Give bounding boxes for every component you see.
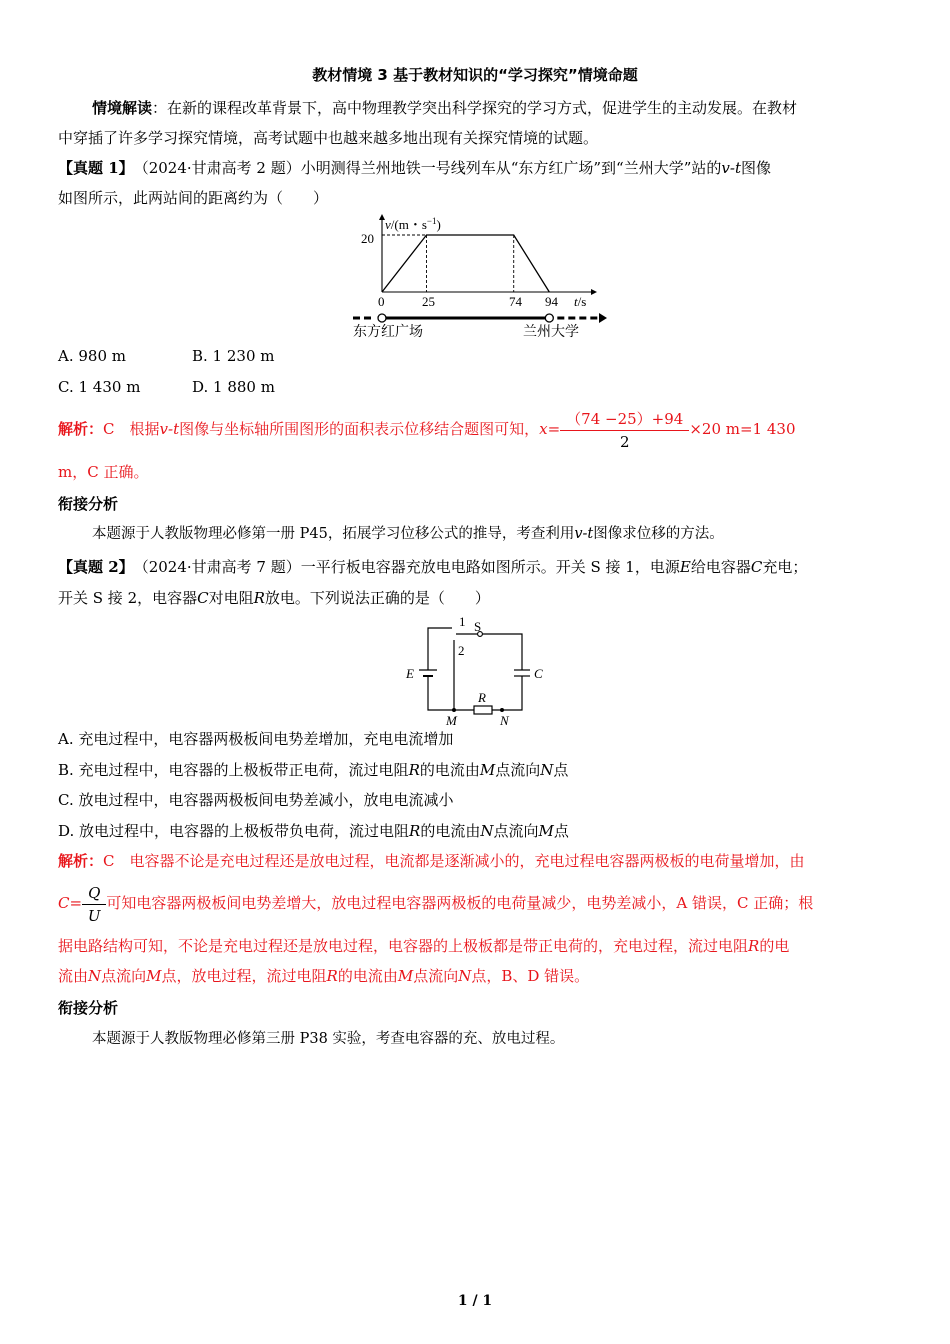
q2-analysis-line-2: C= $\frac{Q}{U}$ 可知电容器两极板间电势差增大，放电过程电容器两极板的电荷量减少，电势差减小，A 错误，C 正确；根 (58, 883, 814, 925)
q2-analysis-line-4: 流由N点流向M点，放电过程，流过电阻R的电流由M点流向N点，B、D 错误。 (58, 967, 590, 985)
track-arrow (599, 313, 607, 323)
q2-link-title: 衔接分析 (58, 999, 119, 1017)
q1-option-b[interactable]: B. 1 230 m (192, 347, 275, 365)
q2-analysis-line-3: 据电路结构可知，不论是充电过程还是放电过程，电容器的上极板都是带正电荷的，充电过程，流过电阻R的电 (58, 937, 790, 955)
q1-stem-line-1: 【真题 1】 （2024·甘肃高考 2 题）小明测得兰州地铁一号线列车从“东方红广场”到“兰州大学”站的v-t图像 (58, 159, 771, 177)
wire-top-right (480, 634, 522, 670)
station-1-label: 东方红广场 (353, 325, 423, 340)
q2-stem-line-2: 开关 S 接 2，电容器C对电阻R放电。下列说法正确的是（ ） (58, 589, 490, 607)
q1-option-c[interactable]: C. 1 430 m (58, 378, 141, 396)
vt-graph-ylabel: v/(m・$s^{-1}$) (385, 216, 441, 232)
q2-tag: 【真题 2】 (58, 558, 127, 576)
q2-link-text: 本题源于人教版物理必修第三册 P38 实验，考查电容器的充、放电过程。 (92, 1031, 565, 1047)
vt-x-axis-arrow (591, 289, 597, 295)
intro-label: 情境解读 (92, 99, 153, 117)
circuit-label-n: N (500, 713, 509, 728)
vt-curve (382, 235, 549, 292)
q1-fraction: $\frac{(74 -25)+94}{2}$ (560, 408, 689, 453)
circuit-label-c: C (534, 666, 543, 681)
q2-option-d[interactable]: D. 放电过程中，电容器的上极板带负电荷，流过电阻R的电流由N点流向M点 (58, 822, 569, 840)
intro-line-1: 情境解读：在新的课程改革背景下，高中物理教学突出科学探究的学习方式，促进学生的主动发展。在教材 (92, 99, 798, 117)
vt-graph-t94: 94 (545, 294, 558, 309)
station-2-label: 兰州大学 (523, 325, 579, 340)
resistor (474, 706, 492, 714)
q1-link-text: 本题源于人教版物理必修第一册 P45，拓展学习位移公式的推导，考查利用v-t图像求位移的方法。 (92, 526, 724, 542)
circuit-label-m: M (446, 713, 457, 728)
q2-source: （2024·甘肃高考 7 题） (141, 558, 301, 576)
q1-analysis-line-1: 解析：C 根据v-t图像与坐标轴所围图形的面积表示位移结合题图可知，x= $\frac{(74 -25)+94}{2}$ ×20 m=1 430 (58, 409, 796, 451)
wire-bottom-left (428, 676, 474, 710)
q1-stem-line-2: 如图所示，此两站间的距离约为（ ） (58, 189, 329, 207)
node-m (452, 708, 456, 712)
station-2-marker (545, 314, 553, 322)
q1-option-d[interactable]: D. 1 880 m (192, 378, 275, 396)
q2-option-a[interactable]: A. 充电过程中，电容器两极板间电势差增加，充电电流增加 (58, 730, 454, 748)
wire-top-left (428, 628, 452, 670)
page-title: 教材情境 3 基于教材知识的“学习探究”情境命题 (312, 66, 638, 84)
circuit-label-r: R (478, 690, 486, 705)
q2-option-b[interactable]: B. 充电过程中，电容器的上极板带正电荷，流过电阻R的电流由M点流向N点 (58, 761, 569, 779)
wire-bottom-right (492, 676, 522, 710)
q2-stem-line-1: 【真题 2】 （2024·甘肃高考 7 题）一平行板电容器充放电电路如图所示。开关 S 接 1，电源E给电容器C充电； (58, 558, 808, 576)
vt-graph-t74: 74 (509, 294, 522, 309)
q2-option-c[interactable]: C. 放电过程中，电容器两极板间电势差减小，放电电流减小 (58, 791, 454, 809)
intro-line-2: 中穿插了许多学习探究情境，高考试题中也越来越多地出现有关探究情境的试题。 (58, 129, 599, 147)
q1-option-a[interactable]: A. 980 m (58, 347, 126, 365)
q1-source: （2024·甘肃高考 2 题） (141, 159, 301, 177)
vt-graph-xlabel: t/s (574, 294, 587, 309)
vt-graph-y20: 20 (361, 231, 374, 246)
vt-graph-t25: 25 (422, 294, 435, 309)
q1-link-title: 衔接分析 (58, 495, 119, 513)
q2-analysis-line-1: 解析：C 电容器不论是充电过程还是放电过程，电流都是逐渐减小的，充电过程电容器两极板的电荷量增加，由 (58, 852, 805, 870)
vt-graph-t0: 0 (378, 294, 385, 309)
node-n (500, 708, 504, 712)
q1-analysis-label: 解析： (58, 420, 104, 438)
circuit-label-s: S (474, 619, 482, 634)
circuit-label-1: 1 (459, 614, 466, 629)
circuit-label-e: E (406, 666, 414, 681)
station-1-marker (378, 314, 386, 322)
q1-analysis-line-2: m，C 正确。 (58, 463, 149, 481)
q2-fraction: $\frac{Q}{U}$ (82, 882, 106, 927)
q2-analysis-label: 解析： (58, 852, 104, 870)
q1-tag: 【真题 1】 (58, 159, 127, 177)
circuit-diagram (400, 612, 560, 730)
vt-graph (345, 210, 615, 340)
page-number: 1 / 1 (457, 1293, 493, 1309)
circuit-label-2: 2 (458, 643, 465, 658)
